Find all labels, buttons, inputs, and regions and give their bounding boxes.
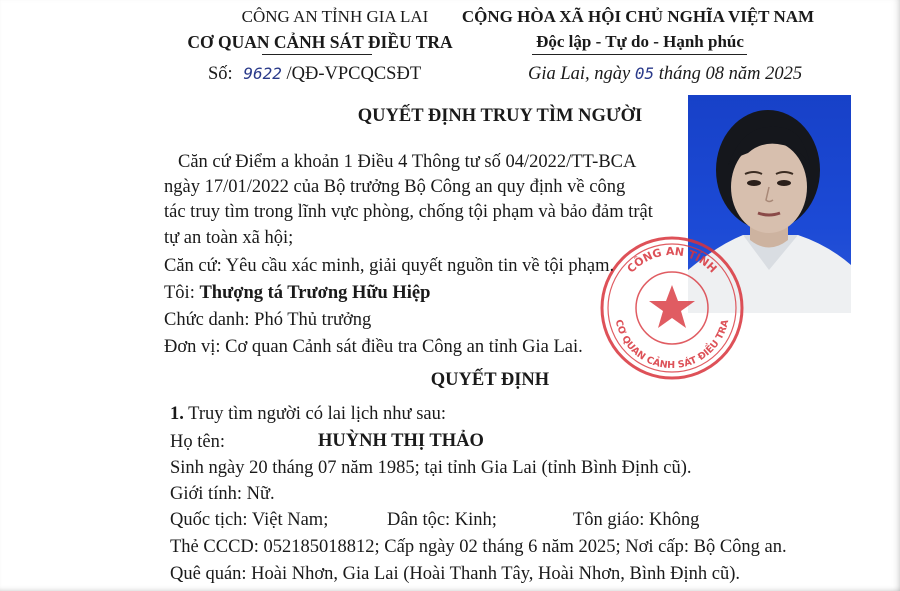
officer-unit: Đơn vị: Cơ quan Cảnh sát điều tra Công an tỉnh Gia Lai. <box>164 337 583 357</box>
item-text: Truy tìm người có lai lịch như sau: <box>188 404 446 424</box>
ethnicity-info: Dân tộc: Kinh; <box>387 510 497 530</box>
body-line-5: Căn cứ: Yêu cầu xác minh, giải quyết nguồn tin về tội phạm. <box>164 256 615 276</box>
agency-underline <box>262 54 372 55</box>
hometown-info: Quê quán: Hoài Nhơn, Gia Lai (Hoài Thanh Tây, Hoài Nhơn, Bình Định cũ). <box>170 564 740 584</box>
date-rest: tháng 08 năm 2025 <box>658 64 803 84</box>
decision-heading: QUYẾT ĐỊNH <box>430 370 550 390</box>
name-label: Họ tên: <box>170 432 225 452</box>
seal-star-icon <box>649 285 695 328</box>
official-seal <box>597 233 747 383</box>
gender-info: Giới tính: Nữ. <box>170 484 275 504</box>
decision-item-1 <box>170 404 446 425</box>
item-number: 1. <box>170 404 184 424</box>
agency-parent: CÔNG AN TỈNH GIA LAI <box>241 7 429 26</box>
body-line-3: tác truy tìm trong lĩnh vực phòng, chống tội phạm và bảo đảm trật <box>164 202 653 222</box>
officer-line <box>164 283 430 304</box>
birth-info: Sinh ngày 20 tháng 07 năm 1985; tại tỉnh Gia Lai (tỉnh Bình Định cũ). <box>170 458 692 478</box>
date-place: Gia Lai, ngày <box>528 64 631 84</box>
officer-label: Tôi: <box>164 283 195 303</box>
date-day: 05 <box>634 64 655 83</box>
number-handwritten: 9622 <box>243 64 282 83</box>
body-line-2: ngày 17/01/2022 của Bộ trưởng Bộ Công an quy định về công <box>164 177 626 197</box>
document-number <box>208 64 421 85</box>
nationality-info: Quốc tịch: Việt Nam; <box>170 510 329 530</box>
country-name: CỘNG HÒA XÃ HỘI CHỦ NGHĨA VIỆT NAM <box>461 7 815 26</box>
officer-position: Chức danh: Phó Thủ trưởng <box>164 310 372 330</box>
number-prefix: Số: <box>208 64 233 84</box>
id-card-info: Thẻ CCCD: 052185018812; Cấp ngày 02 tháng 6 năm 2025; Nơi cấp: Bộ Công an. <box>170 537 787 557</box>
motto-underline <box>532 54 747 55</box>
name-value: HUỲNH THỊ THẢO <box>318 431 484 451</box>
officer-name: Thượng tá Trương Hữu Hiệp <box>199 283 431 303</box>
seal-top-text: CÔNG AN TỈNH <box>624 244 720 276</box>
motto: Độc lập - Tự do - Hạnh phúc <box>536 32 744 51</box>
agency-name: CƠ QUAN CẢNH SÁT ĐIỀU TRA <box>187 32 453 52</box>
document-title: QUYẾT ĐỊNH TRUY TÌM NGƯỜI <box>357 106 643 126</box>
body-line-1: Căn cứ Điểm a khoản 1 Điều 4 Thông tư số 04/2022/TT-BCA <box>178 152 637 172</box>
religion-info: Tôn giáo: Không <box>573 510 700 530</box>
seal-bottom-text: CƠ QUAN CẢNH SÁT ĐIỀU TRA <box>612 318 732 372</box>
body-line-4: tự an toàn xã hội; <box>164 228 294 248</box>
svg-text:CÔNG AN TỈNH <box>625 245 720 276</box>
number-suffix: /QĐ-VPCQCSĐT <box>286 64 422 84</box>
document-date <box>528 64 802 85</box>
